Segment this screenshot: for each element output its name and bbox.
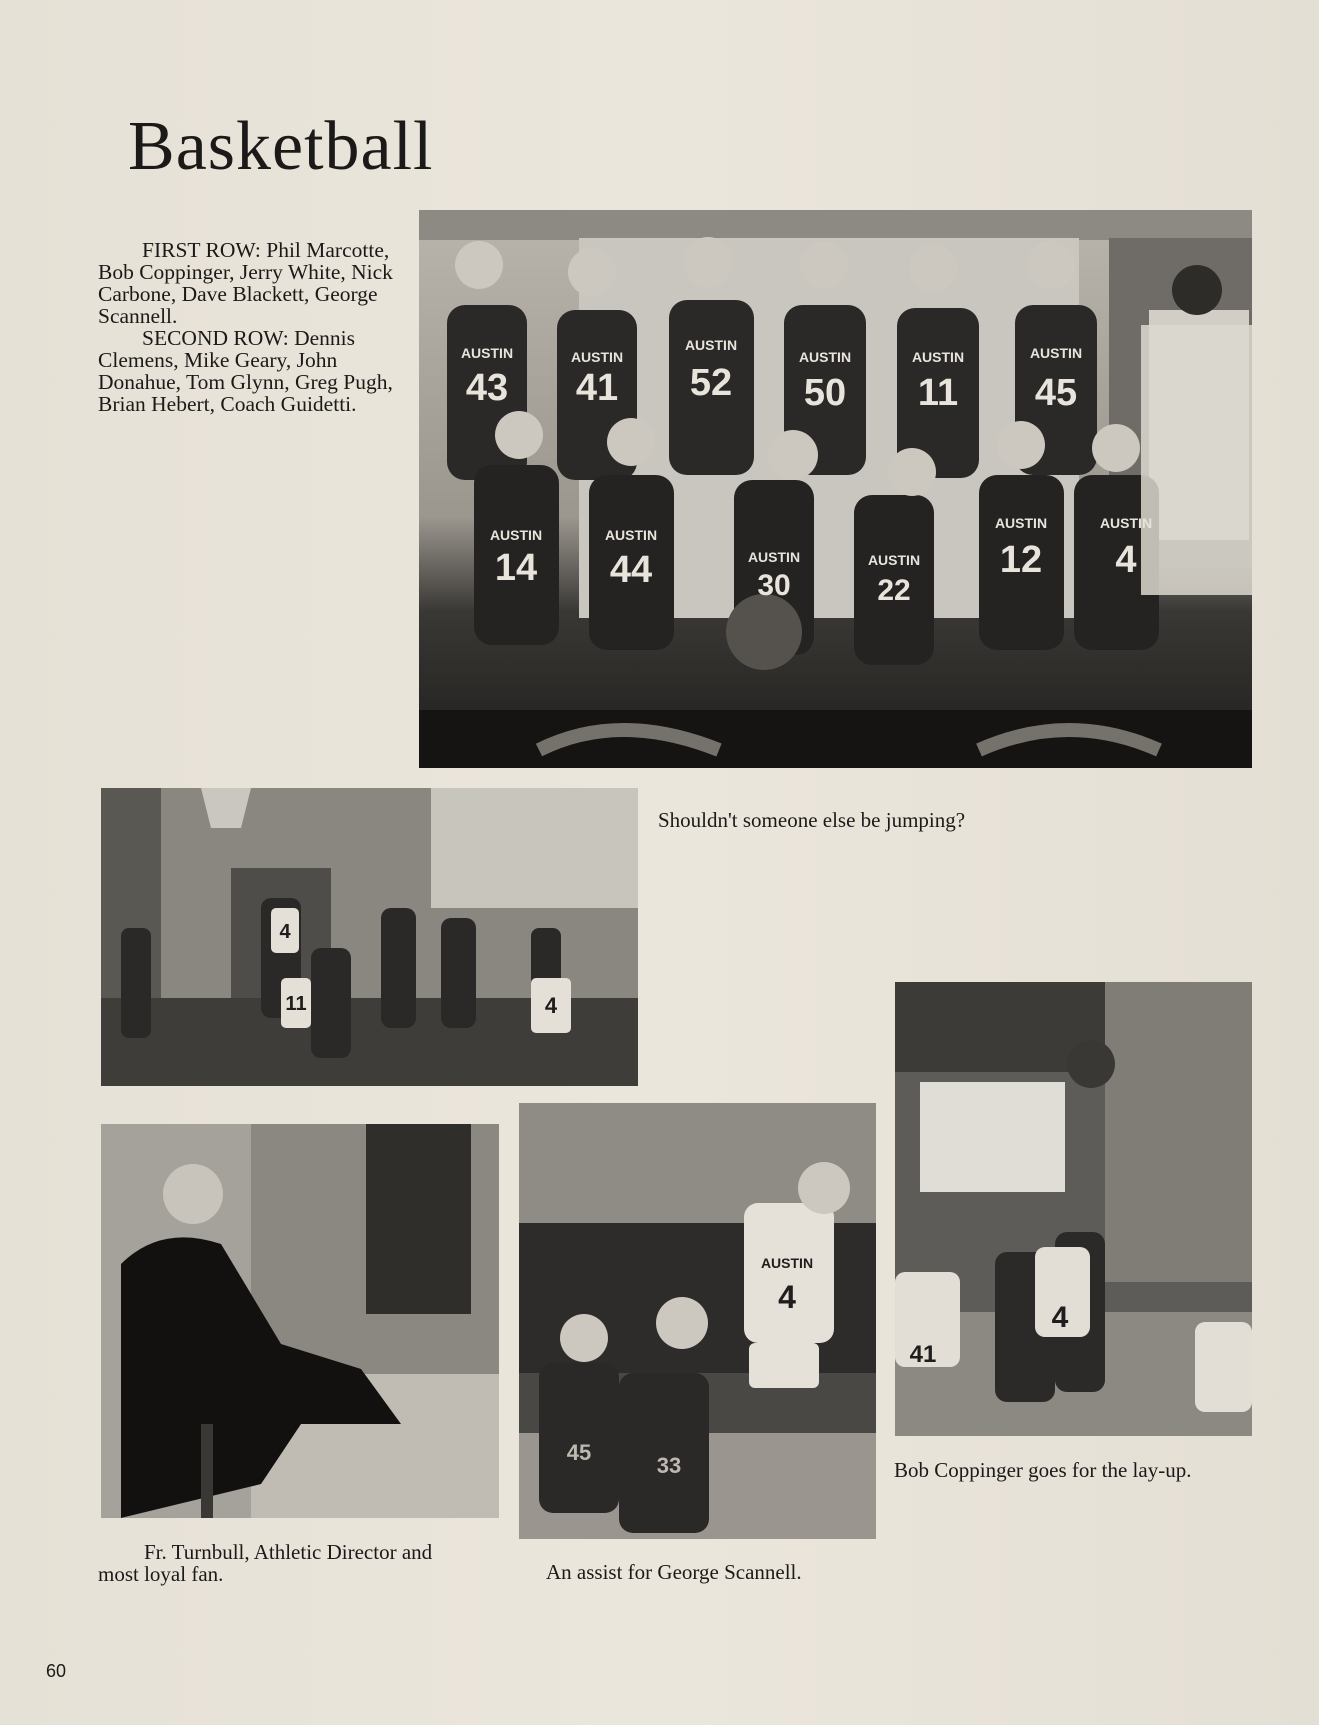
director-caption-text: Fr. Turnbull, Athletic Director and most loyal fan. xyxy=(98,1540,433,1586)
back-row-jersey-text: AUSTIN xyxy=(460,345,514,361)
back-row-number: 41 xyxy=(575,367,619,409)
jersey-text: AUSTIN xyxy=(760,1255,814,1271)
assist-caption: An assist for George Scannell. xyxy=(546,1560,802,1584)
front-row-number: 44 xyxy=(609,549,653,591)
layup-caption: Bob Coppinger goes for the lay-up. xyxy=(894,1458,1192,1482)
page-number: 60 xyxy=(46,1661,67,1681)
page-title: Basketball xyxy=(128,108,434,185)
front-row-jersey-text: AUSTIN xyxy=(604,527,658,543)
jersey-number: 4 xyxy=(279,921,291,943)
back-row-number: 50 xyxy=(803,372,847,414)
team-photo xyxy=(419,210,1252,768)
front-row-number: 12 xyxy=(999,539,1043,581)
layup-photo xyxy=(895,982,1252,1436)
second-row-names: SECOND ROW: Dennis Clemens, Mike Geary, John Donahue, Tom Glynn, Greg Pugh, Brian Hebert, Coach Guidetti. xyxy=(98,326,393,416)
jersey-number: 11 xyxy=(285,993,307,1015)
first-row-names: FIRST ROW: Phil Marcotte, Bob Coppinger, Jerry White, Nick Carbone, Dave Blackett, George Scannell. xyxy=(98,238,393,328)
back-row-number: 11 xyxy=(917,372,959,414)
back-row-number: 52 xyxy=(689,362,733,404)
front-row-jersey-text: AUSTIN xyxy=(747,549,801,565)
opponent-number: 45 xyxy=(566,1440,592,1465)
assist-photo xyxy=(519,1103,876,1539)
jump-ball-photo xyxy=(101,788,638,1086)
front-row-jersey-text: AUSTIN xyxy=(1099,515,1153,531)
back-row-number: 45 xyxy=(1034,372,1078,414)
front-row-jersey-text: AUSTIN xyxy=(489,527,543,543)
jersey-number: 41 xyxy=(909,1341,937,1368)
front-row-number: 30 xyxy=(757,569,791,602)
front-row-number: 22 xyxy=(877,574,911,607)
back-row-jersey-text: AUSTIN xyxy=(570,349,624,365)
back-row-jersey-text: AUSTIN xyxy=(1029,345,1083,361)
front-row-jersey-text: AUSTIN xyxy=(867,552,921,568)
jersey-number: 4 xyxy=(1051,1301,1069,1334)
back-row-jersey-text: AUSTIN xyxy=(798,349,852,365)
director-caption xyxy=(98,1541,478,1585)
back-row-jersey-text: AUSTIN xyxy=(911,349,965,365)
front-row-number: 4 xyxy=(1115,539,1137,581)
roster-caption xyxy=(98,239,408,415)
athletic-director-photo xyxy=(101,1124,499,1518)
front-row-jersey-text: AUSTIN xyxy=(994,515,1048,531)
jersey-number: 4 xyxy=(544,993,558,1018)
back-row-number: 43 xyxy=(465,367,509,409)
opponent-number: 33 xyxy=(656,1453,682,1478)
back-row-jersey-text: AUSTIN xyxy=(684,337,738,353)
jump-caption: Shouldn't someone else be jumping? xyxy=(658,808,966,832)
front-row-number: 14 xyxy=(494,547,538,589)
jersey-number: 4 xyxy=(778,1279,796,1315)
